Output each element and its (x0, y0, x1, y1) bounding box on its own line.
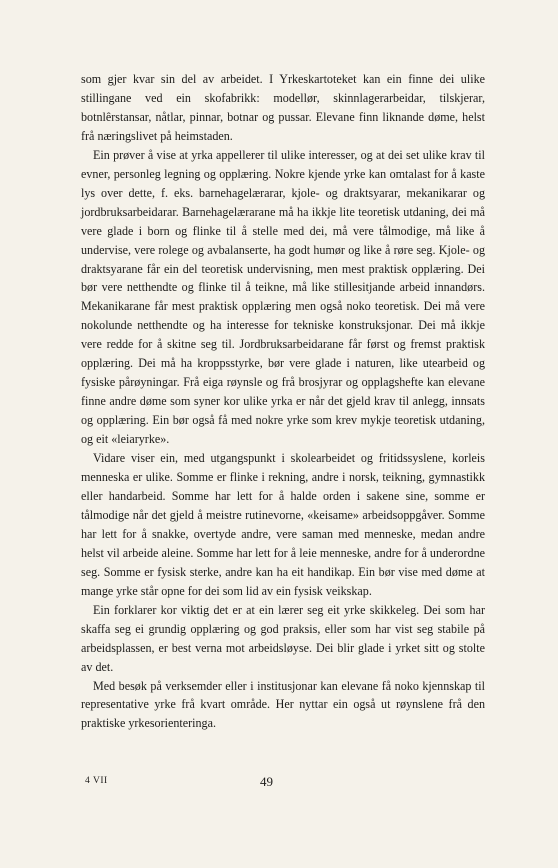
paragraph-3: Vidare viser ein, med utgangspunkt i skolearbeidet og fritidssyslene, korleis menneska er ulike. Somme er flinke i rekning, andre i norsk, teikning, gymnastikk eller handarbeid. Somme har lett for å halde orden i sakene sine, somme er tålmodige når det gjeld å meistre rutinevorne, «keisame» arbeidsoppgåver. Somme har lett for å snakke, overtyde andre, vere saman med menneske, medan andre helst vil arbeide aleine. Somme har lett for å leie menneske, andre for å underordne seg. Somme er fysisk sterke, andre kan ha eit handikap. Ein bør vise med døme at mange yrke står opne for dei som lid av ein fysisk veikskap. (81, 451, 485, 598)
page-footer (0, 774, 558, 794)
printer-signature: 4 VII (85, 776, 108, 786)
paragraph-4: Ein forklarer kor viktig det er at ein lærer seg eit yrke skikkeleg. Dei som har skaffa seg ei grundig opplæring og god praksis, eller som har vist seg stabile på arbeidsplassen, er best verna mot arbeidsløyse. Dei blir glade i yrket sitt og stolte av det. (81, 602, 485, 674)
body-text (81, 70, 485, 733)
paragraph-2: Ein prøver å vise at yrka appellerer til ulike interesser, og at dei set ulike krav til evner, personleg legning og opplæring. Nokre kjende yrke kan omtalast for å kaste lys over dette, f. eks. barnehagelærarar, kjole- og draktsyarar, mekanikarar og jordbruksarbeidarar. Barnehagelærarane må ha ikkje lite teoretisk utdaning, dei må vere glade i born og flinke til å stelle med dei, må vere tålmodige, må like å undervise, vere rolege og avbalanserte, ha godt humør og like å røre seg. Kjole- og draktsyarane får ein del teoretisk undervisning, men mest praktisk opplæring. Dei bør vere netthendte og flinke til å teikne, må like stillesitjande arbeid innandørs. Mekanikarane får mest praktisk opplæring men også noko teoretisk. Dei må vere nokolunde netthendte og ha interesse for tekniske konstruksjonar. Dei må ikkje vere redde for å skitne seg til. Jordbruksarbeidarane får først og fremst praktisk opplæring. Dei må ha kroppsstyrke, bør vere glade i naturen, like utearbeid og fysiske pårøyningar. Frå eiga røynsle og frå brosjyrar og opplagshefte kan elevane finne andre døme som syner kor ulike yrka er når det gjeld krav til anlegg, innsats og opplæring. Ein bør også få med nokre yrke som krev mykje teoretisk utdaning, og eit «leiaryrke». (81, 147, 485, 447)
paragraph-1: som gjer kvar sin del av arbeidet. I Yrkeskartoteket kan ein finne dei ulike stillingane ved ein skofabrikk: modellør, skinnlagerarbeidar, tilskjerar, botnlêrstansar, nåtlar, pinnar, botnar og pussar. Elevane finn liknande døme, helst frå næringslivet på heimstaden. (81, 72, 485, 143)
page-number: 49 (260, 774, 273, 789)
paragraph-5: Med besøk på verksemder eller i institusjonar kan elevane få noko kjennskap til representative yrke frå kvart område. Her nyttar ein også ut røynslene frå den praktiske yrkesorienteringa. (81, 678, 485, 731)
